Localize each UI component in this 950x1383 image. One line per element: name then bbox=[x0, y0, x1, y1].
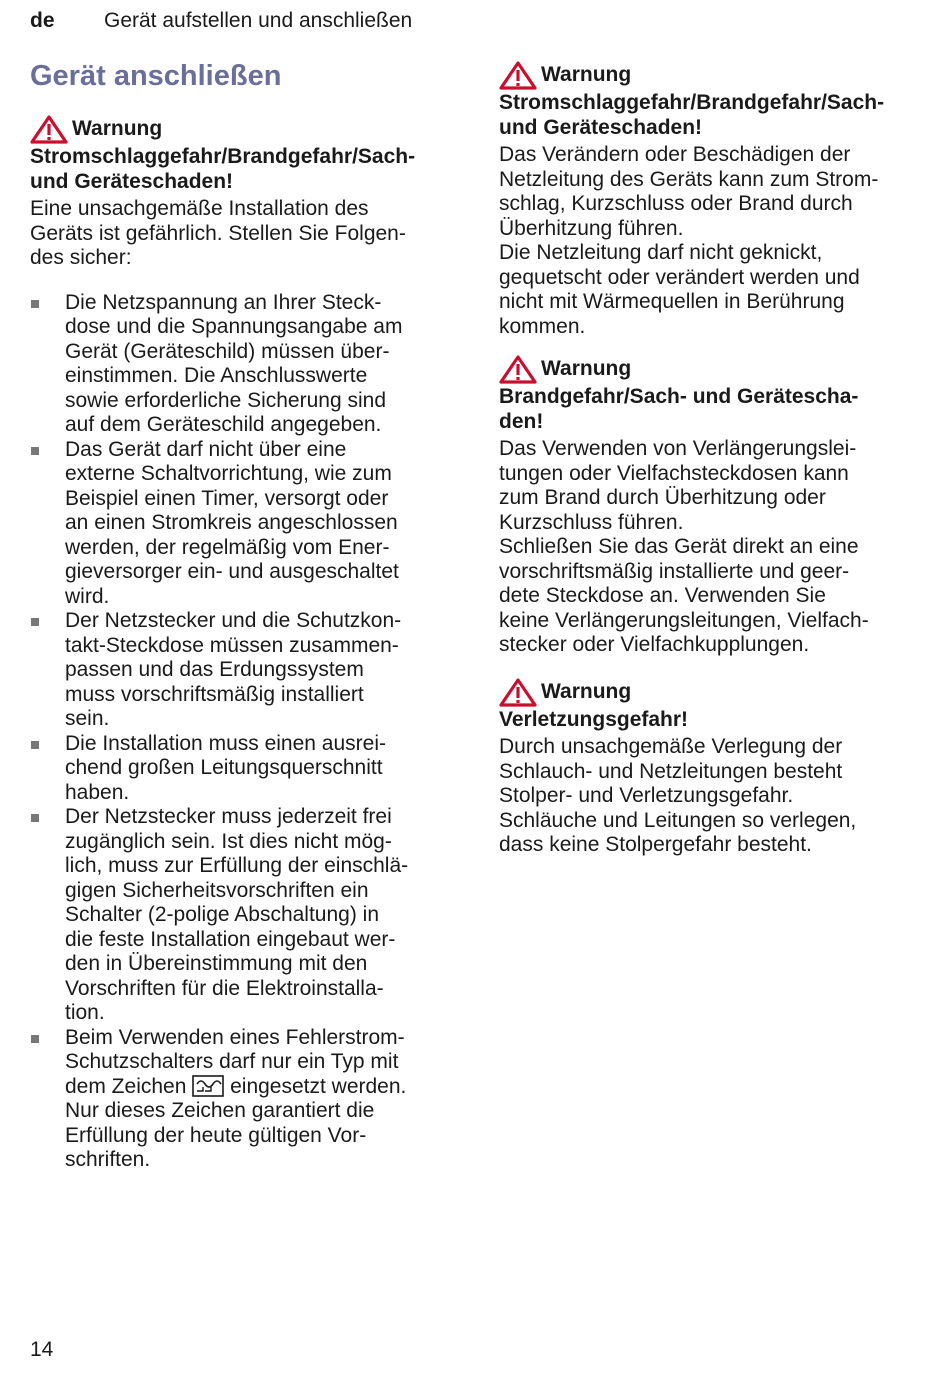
list-line: wird. bbox=[65, 584, 110, 608]
bullet-square-icon bbox=[31, 741, 39, 749]
list-line: die feste Installation eingebaut wer- bbox=[65, 927, 396, 951]
warning-heading bbox=[499, 677, 929, 707]
list-line: Die Netzspannung an Ihrer Steck- bbox=[65, 290, 382, 314]
bullet-square-icon bbox=[31, 1035, 39, 1043]
subtitle-line: und Geräteschaden! bbox=[499, 115, 703, 139]
list-line: Schalter (2-polige Abschaltung) in bbox=[65, 903, 380, 926]
warning-label: Warnung bbox=[541, 357, 632, 380]
subtitle-line: Stromschlaggefahr/Brandgefahr/Sach- bbox=[499, 91, 885, 114]
warning-heading bbox=[499, 60, 929, 90]
body-line: schlag, Kurzschluss oder Brand durch bbox=[499, 192, 853, 215]
list-item bbox=[30, 732, 460, 806]
list-line: Beispiel einen Timer, versorgt oder bbox=[65, 486, 389, 510]
language-code: de bbox=[30, 9, 55, 32]
list-item bbox=[30, 805, 460, 1026]
body-line: Durch unsachgemäße Verlegung der bbox=[499, 735, 843, 758]
body-line: Stolper- und Verletzungsgefahr. bbox=[499, 784, 794, 807]
body-line: Netzleitung des Geräts kann zum Strom- bbox=[499, 167, 879, 191]
list-line bbox=[65, 1075, 460, 1100]
body-line: Schlauch- und Netzleitungen besteht bbox=[499, 759, 843, 783]
warning-heading bbox=[30, 114, 460, 144]
list-line: Der Netzstecker und die Schutzkon- bbox=[65, 609, 402, 632]
list-item bbox=[30, 438, 460, 610]
bullet-square-icon bbox=[31, 300, 39, 308]
warning-label: Warnung bbox=[72, 117, 163, 140]
list-text: dem Zeichen bbox=[65, 1074, 187, 1098]
list-item bbox=[30, 291, 460, 438]
warning-heading bbox=[499, 354, 929, 384]
warning-subtitle bbox=[499, 385, 929, 434]
list-line: sein. bbox=[65, 707, 110, 730]
bullet-square-icon bbox=[31, 447, 39, 455]
body-line: vorschriftsmäßig installierte und geer- bbox=[499, 559, 850, 583]
subtitle-line: und Geräteschaden! bbox=[30, 169, 234, 193]
rcd-type-symbol-icon bbox=[192, 1075, 224, 1097]
body-line: gequetscht oder verändert werden und bbox=[499, 265, 860, 289]
warning-body bbox=[499, 437, 929, 658]
body-line: Das Verwenden von Verlängerungslei- bbox=[499, 437, 857, 460]
body-line: Überhitzung führen. bbox=[499, 216, 684, 240]
warning-body bbox=[499, 735, 929, 858]
subtitle-line: Stromschlaggefahr/Brandgefahr/Sach- bbox=[30, 145, 416, 168]
list-line: Die Installation muss einen ausrei- bbox=[65, 731, 386, 755]
warning-triangle-icon bbox=[499, 354, 537, 384]
warning-triangle-icon bbox=[499, 677, 537, 707]
body-line: nicht mit Wärmequellen in Berührung bbox=[499, 290, 845, 313]
list-line: Nur dieses Zeichen garantiert die bbox=[65, 1099, 375, 1122]
list-line: Schutzschalters darf nur ein Typ mit bbox=[65, 1050, 399, 1073]
right-column bbox=[499, 60, 929, 858]
list-line: den in Übereinstimmung mit den bbox=[65, 952, 368, 975]
page-number: 14 bbox=[30, 1338, 54, 1361]
list-line: Gerät (Geräteschild) müssen über- bbox=[65, 339, 390, 363]
list-line: Beim Verwenden eines Fehlerstrom- bbox=[65, 1025, 405, 1049]
list-text: eingesetzt werden. bbox=[230, 1074, 407, 1098]
warning-label: Warnung bbox=[541, 63, 632, 86]
warning-triangle-icon bbox=[30, 114, 68, 144]
body-line: Schließen Sie das Gerät direkt an eine bbox=[499, 535, 859, 558]
warning-subtitle bbox=[499, 91, 929, 140]
list-item bbox=[30, 1026, 460, 1173]
list-item bbox=[30, 609, 460, 732]
list-line: Das Gerät darf nicht über eine bbox=[65, 437, 347, 461]
page-header bbox=[30, 8, 412, 34]
warning-label: Warnung bbox=[541, 679, 632, 703]
intro-line: Geräts ist gefährlich. Stellen Sie Folgen- bbox=[30, 221, 406, 245]
list-line: lich, muss zur Erfüllung der einschlä- bbox=[65, 854, 409, 877]
list-line: einstimmen. Die Anschlusswerte bbox=[65, 364, 368, 387]
body-line: tungen oder Vielfachsteckdosen kann bbox=[499, 461, 849, 485]
list-line: passen und das Erdungssystem bbox=[65, 658, 364, 681]
bullet-square-icon bbox=[31, 618, 39, 626]
bullet-square-icon bbox=[31, 814, 39, 822]
body-line: dass keine Stolpergefahr besteht. bbox=[499, 833, 812, 856]
list-line: chend großen Leitungsquerschnitt bbox=[65, 756, 383, 779]
list-line: dose und die Spannungsangabe am bbox=[65, 315, 403, 338]
body-line: keine Verlängerungsleitungen, Vielfach- bbox=[499, 608, 869, 632]
header-title: Gerät aufstellen und anschließen bbox=[104, 9, 413, 32]
subtitle-line: Brandgefahr/Sach- und Geräteschа- bbox=[499, 385, 859, 408]
list-line: Der Netzstecker muss jederzeit frei bbox=[65, 805, 392, 828]
list-line: gigen Sicherheitsvorschriften ein bbox=[65, 878, 369, 902]
list-line: schriften. bbox=[65, 1148, 151, 1171]
list-line: externe Schaltvorrichtung, wie zum bbox=[65, 462, 392, 485]
list-line: sowie erforderliche Sicherung sind bbox=[65, 388, 386, 412]
list-line: takt-Steckdose müssen zusammen- bbox=[65, 633, 399, 657]
warning-subtitle bbox=[499, 708, 929, 733]
left-column bbox=[30, 114, 460, 1173]
warning-triangle-icon bbox=[499, 60, 537, 90]
section-title: Gerät anschließen bbox=[30, 60, 282, 92]
warning-subtitle bbox=[30, 145, 460, 194]
subtitle-line: Verletzungsgefahr! bbox=[499, 707, 689, 731]
body-line: Kurzschluss führen. bbox=[499, 510, 684, 534]
subtitle-line: den! bbox=[499, 409, 544, 433]
list-line: an einen Stromkreis angeschlossen bbox=[65, 511, 398, 534]
list-line: Erfüllung der heute gültigen Vor- bbox=[65, 1123, 367, 1147]
body-line: Das Verändern oder Beschädigen der bbox=[499, 143, 851, 166]
list-line: zugänglich sein. Ist dies nicht mög- bbox=[65, 829, 392, 853]
body-line: Schläuche und Leitungen so verlegen, bbox=[499, 808, 857, 832]
body-line: stecker oder Vielfachkupplungen. bbox=[499, 633, 810, 656]
body-line: dete Steckdose an. Verwenden Sie bbox=[499, 584, 826, 607]
list-line: auf dem Geräteschild angegeben. bbox=[65, 413, 382, 436]
warning-intro bbox=[30, 197, 460, 271]
body-line: kommen. bbox=[499, 314, 586, 338]
list-line: werden, der regelmäßig vom Ener- bbox=[65, 535, 390, 559]
list-line: Vorschriften für die Elektroinstalla- bbox=[65, 976, 384, 1000]
list-line: muss vorschriftsmäßig installiert bbox=[65, 682, 364, 706]
warning-body bbox=[499, 143, 929, 339]
body-line: Die Netzleitung darf nicht geknickt, bbox=[499, 241, 823, 264]
requirements-list bbox=[30, 291, 460, 1173]
list-line: gieversorger ein- und ausgeschaltet bbox=[65, 560, 399, 583]
intro-line: des sicher: bbox=[30, 246, 132, 269]
list-line: tion. bbox=[65, 1001, 105, 1024]
list-line: haben. bbox=[65, 780, 130, 804]
intro-line: Eine unsachgemäße Installation des bbox=[30, 197, 369, 220]
body-line: zum Brand durch Überhitzung oder bbox=[499, 486, 826, 509]
